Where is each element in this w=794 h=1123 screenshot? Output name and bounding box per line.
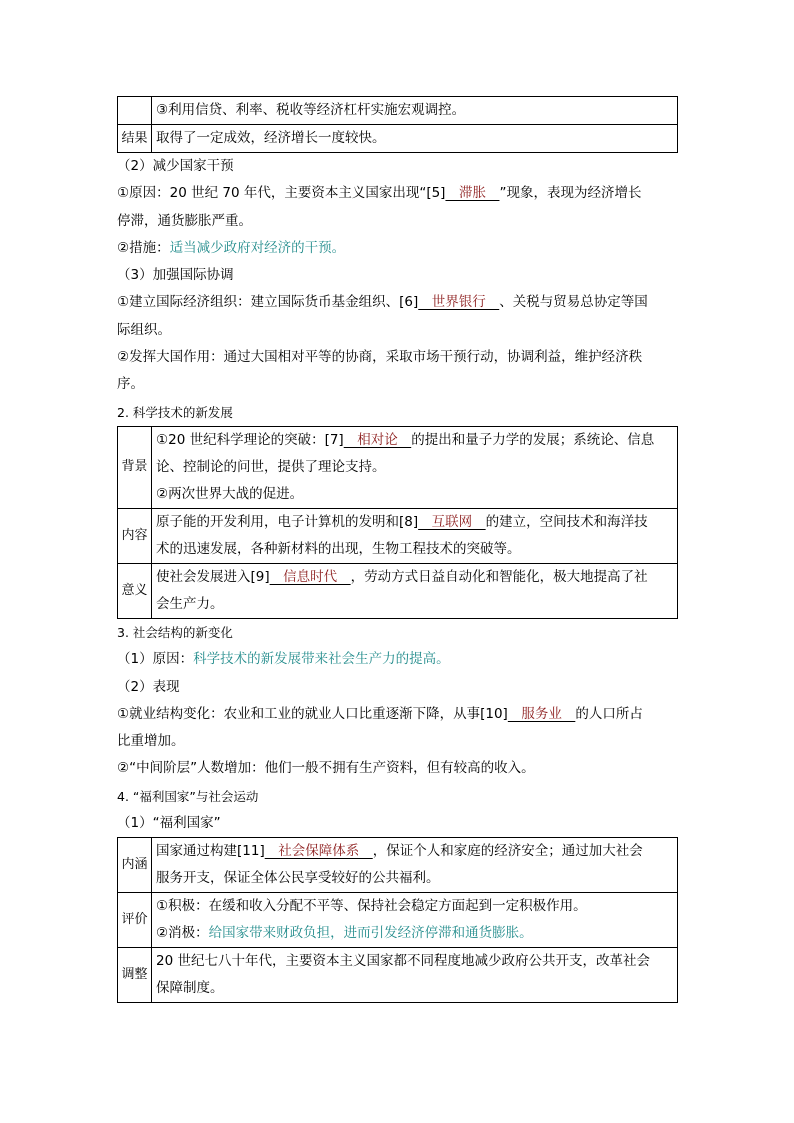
table-row bbox=[118, 893, 678, 948]
reduce-measure bbox=[117, 235, 679, 262]
table-row bbox=[118, 563, 678, 618]
content-cell bbox=[152, 508, 678, 563]
society-heading: 3. 社会结构的新变化 bbox=[117, 624, 233, 640]
power-text-a: ②发挥大国作用：通过大国相对平等的协商，采取市场干预行动，协调利益，维护经济秩 bbox=[117, 349, 643, 366]
coord-section bbox=[117, 262, 679, 398]
society-section bbox=[117, 619, 679, 783]
connotation-cell bbox=[152, 838, 678, 893]
meaning-cell bbox=[152, 563, 678, 618]
coord-heading: （3）加强国际协调 bbox=[117, 267, 234, 284]
reason-text-c: 停滞，通货膨胀严重。 bbox=[117, 212, 252, 229]
adjust-text-a: 20 世纪七八十年代，主要资本主义国家都不同程度地减少政府公共开支，改革社会 bbox=[156, 953, 650, 970]
connotation-text-a: 国家通过构建[11] bbox=[156, 843, 265, 860]
org-text-c: 际组织。 bbox=[117, 321, 171, 338]
eval-positive: ①积极：在缓和收入分配不平等、保持社会稳定方面起到一定积极作用。 bbox=[156, 898, 587, 915]
content-text-b: 的建立，空间技术和海洋技 bbox=[485, 513, 648, 530]
document-page bbox=[117, 96, 679, 1003]
connotation-text-b: ，保证个人和家庭的经济安全；通过加大社会 bbox=[372, 843, 643, 860]
measure-label: ②措施： bbox=[117, 239, 170, 256]
society-job bbox=[117, 701, 679, 756]
row-label-empty bbox=[118, 97, 152, 125]
welfare-table bbox=[117, 837, 678, 1003]
society-reason-label: （1）原因： bbox=[117, 651, 194, 668]
society-reason-answer: 科学技术的新发展带来社会生产力的提高。 bbox=[193, 651, 450, 668]
table-row bbox=[118, 97, 678, 125]
science-heading: 2. 科学技术的新发展 bbox=[117, 404, 233, 420]
job-text-c: 比重增加。 bbox=[117, 733, 185, 750]
row-label-meaning: 意义 bbox=[118, 563, 152, 618]
background-cell bbox=[152, 426, 678, 508]
row-label-result: 结果 bbox=[118, 125, 152, 153]
table-row bbox=[118, 125, 678, 153]
reason-text-b: ”现象，表现为经济增长 bbox=[499, 185, 642, 202]
row-label-connotation: 内涵 bbox=[118, 838, 152, 893]
result-cell: 取得了一定成效，经济增长一度较快。 bbox=[152, 125, 678, 153]
reduce-section bbox=[117, 153, 679, 262]
meaning-text-a: 使社会发展进入[9] bbox=[156, 568, 270, 585]
measure-answer: 适当减少政府对经济的干预。 bbox=[169, 239, 346, 256]
meaning-text-c: 会生产力。 bbox=[156, 595, 224, 612]
society-reason bbox=[117, 646, 679, 673]
reduce-heading: （2）减少国家干预 bbox=[117, 158, 234, 174]
adjust-cell bbox=[152, 948, 678, 1003]
measure-cell: ③利用信贷、利率、税收等经济杠杆实施宏观调控。 bbox=[152, 97, 678, 125]
reduce-reason bbox=[117, 180, 679, 235]
adjust-text-b: 保障制度。 bbox=[156, 980, 224, 997]
content-text-a: 原子能的开发利用，电子计算机的发明和[8] bbox=[156, 513, 419, 530]
table-row bbox=[118, 426, 678, 508]
table-row bbox=[118, 948, 678, 1003]
coord-power bbox=[117, 344, 679, 399]
society-middle: ②“中间阶层”人数增加：他们一般不拥有生产资料，但有较高的收入。 bbox=[117, 760, 535, 777]
welfare-sub: （1）“福利国家” bbox=[117, 815, 221, 832]
blank-9: 信息时代 bbox=[269, 568, 351, 585]
society-show: （2）表现 bbox=[117, 678, 180, 695]
row-label-content: 内容 bbox=[118, 508, 152, 563]
blank-11: 社会保障体系 bbox=[264, 843, 373, 860]
row-label-evaluation: 评价 bbox=[118, 893, 152, 948]
meaning-text-b: ，劳动方式日益自动化和智能化，极大地提高了社 bbox=[350, 568, 648, 585]
blank-7: 相对论 bbox=[343, 431, 412, 448]
job-text-b: 的人口所占 bbox=[575, 705, 643, 722]
content-text-c: 术的迅速发展，各种新材料的出现，生物工程技术的突破等。 bbox=[156, 540, 521, 557]
org-text-a: ①建立国际经济组织：建立国际货币基金组织、[6] bbox=[117, 294, 419, 311]
eval-negative-answer: 给国家带来财政负担，进而引发经济停滞和通货膨胀。 bbox=[208, 925, 533, 942]
blank-10: 服务业 bbox=[507, 705, 576, 722]
connotation-text-c: 服务开支，保证全体公民享受较好的公共福利。 bbox=[156, 870, 440, 887]
job-text-a: ①就业结构变化：农业和工业的就业人口比重逐渐下降，从事[10] bbox=[117, 705, 508, 722]
blank-8: 互联网 bbox=[418, 513, 486, 530]
eval-negative-label: ②消极： bbox=[156, 925, 209, 942]
welfare-heading: 4. “福利国家”与社会运动 bbox=[117, 788, 259, 804]
power-text-b: 序。 bbox=[117, 376, 144, 393]
table-row bbox=[118, 838, 678, 893]
org-text-b: 、关税与贸易总协定等国 bbox=[499, 294, 648, 311]
bg-text-b: 的提出和量子力学的发展；系统论、信息 bbox=[411, 431, 655, 448]
policy-table bbox=[117, 96, 678, 153]
blank-6: 世界银行 bbox=[418, 294, 500, 311]
reason-text-a: ①原因：20 世纪 70 年代，主要资本主义国家出现“[5] bbox=[117, 185, 446, 202]
coord-org bbox=[117, 289, 679, 344]
blank-5: 滞胀 bbox=[445, 185, 500, 202]
table-row bbox=[118, 508, 678, 563]
bg-text-c: 论、控制论的问世，提供了理论支持。 bbox=[156, 458, 386, 475]
evaluation-cell bbox=[152, 893, 678, 948]
bg-text-d: ②两次世界大战的促进。 bbox=[156, 485, 304, 502]
bg-text-a: ①20 世纪科学理论的突破：[7] bbox=[156, 431, 344, 448]
row-label-background: 背景 bbox=[118, 426, 152, 508]
row-label-adjust: 调整 bbox=[118, 948, 152, 1003]
science-table bbox=[117, 426, 678, 619]
